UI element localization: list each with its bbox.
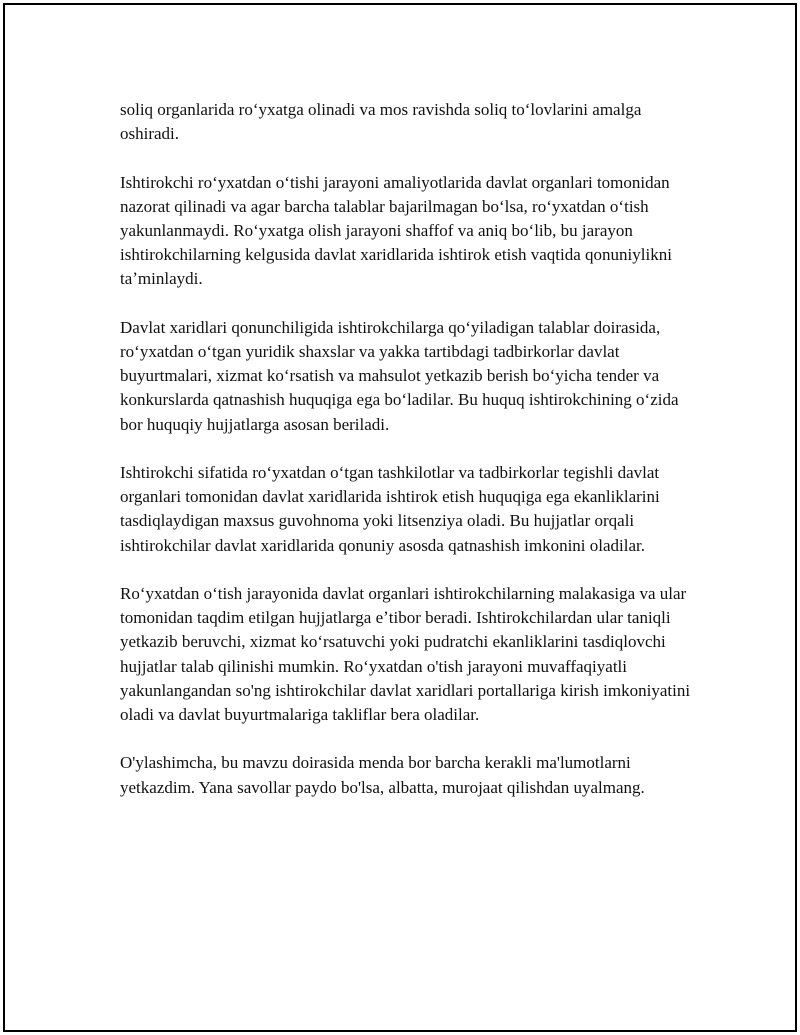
document-page: [3, 3, 797, 1032]
document-body: [120, 98, 700, 824]
paragraph-5: Roʻyxatdan oʻtish jarayonida davlat organlari ishtirokchilarning malakasiga va ular tomonidan taqdim etilgan hujjatlarga eʼtibor beradi. Ishtirokchilardan ular taniqli yetkazib beruvchi, xizmat koʻrsatuvchi yoki pudratchi ekanliklarini tasdiqlovchi hujjatlar talab qilinishi mumkin. Roʻyxatdan o'tish jarayoni muvaffaqiyatli yakunlangandan so'ng ishtirokchilar davlat xaridlari portallariga kirish imkoniyatini oladi va davlat buyurtmalariga takliflar bera oladilar.: [120, 584, 691, 725]
paragraph-6: O'ylashimcha, bu mavzu doirasida menda bor barcha kerakli ma'lumotlarni yetkazdim. Yana savollar paydo bo'lsa, albatta, murojaat qilishdan uyalmang.: [120, 753, 645, 797]
paragraph-1: soliq organlarida roʻyxatga olinadi va mos ravishda soliq toʻlovlarini amalga oshiradi.: [120, 100, 642, 144]
paragraph-2: Ishtirokchi roʻyxatdan oʻtishi jarayoni amaliyotlarida davlat organlari tomonidan nazorat qilinadi va agar barcha talablar bajarilmagan boʻlsa, roʻyxatdan oʻtish yakunlanmaydi. Roʻyxatga olish jarayoni shaffof va aniq boʻlib, bu jarayon ishtirokchilarning kelgusida davlat xaridlarida ishtirok etish vaqtida qonuniylikni taʼminlaydi.: [120, 172, 672, 289]
paragraph-4: Ishtirokchi sifatida roʻyxatdan oʻtgan tashkilotlar va tadbirkorlar tegishli davlat organlari tomonidan davlat xaridlarida ishtirok etish huquqiga ega ekanliklarini tasdiqlaydigan maxsus guvohnoma yoki litsenziya oladi. Bu hujjatlar orqali ishtirokchilar davlat xaridlarida qonuniy asosda qatnashish imkonini oladilar.: [120, 463, 660, 555]
paragraph-3: Davlat xaridlari qonunchiligida ishtirokchilarga qoʻyiladigan talablar doirasida, roʻyxatdan oʻtgan yuridik shaxslar va yakka tartibdagi tadbirkorlar davlat buyurtmalari, xizmat koʻrsatish va mahsulot yetkazib berish boʻyicha tender va konkurslarda qatnashish huquqiga ega boʻladilar. Bu huquq ishtirokchining oʻzida bor huquqiy hujjatlarga asosan beriladi.: [120, 317, 679, 434]
